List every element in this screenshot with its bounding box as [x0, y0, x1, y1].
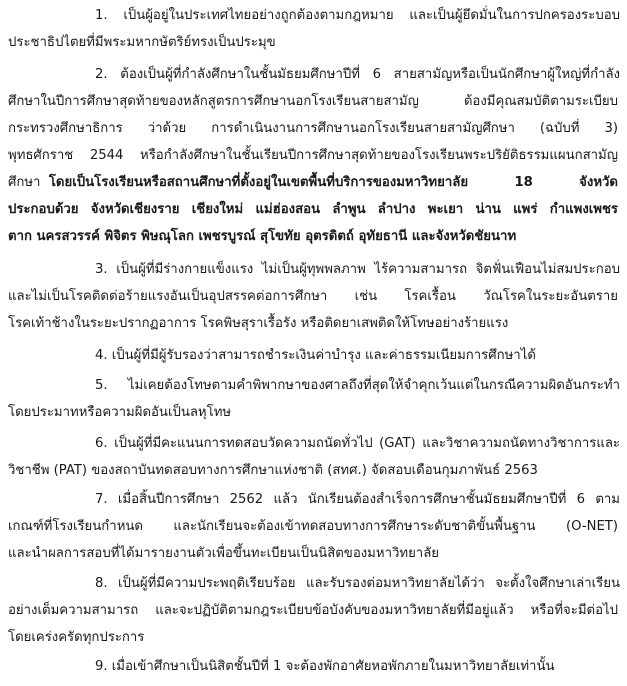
item-7-line-1: 7. เมื่อสิ้นปีการศึกษา 2562 แล้ว นักเรียนต้องสำเร็จการศึกษาชั้นมัธยมศึกษาปีที่ 6 ตาม [95, 492, 620, 507]
item-5-line-2: โดยประมาทหรือความผิดอันเป็นลหุโทษ [8, 405, 232, 420]
item-5-line-1: 5. ไม่เคยต้องโทษตามคำพิพากษาของศาลถึงที่สุดให้จำคุกเว้นแต่ในกรณีความผิดอันกระทำ [95, 378, 620, 393]
item-3-line-3: โรคเท้าช้างในระยะปรากฏอาการ โรคพิษสุราเรื้อรัง หรือติดยาเสพติดให้โทษอย่างร้ายแรง [8, 316, 509, 331]
item-6-line-2: วิชาชีพ (PAT) ของสถาบันทดสอบทางการศึกษาแห่งชาติ (สทศ.) จัดสอบเดือนกุมภาพันธ์ 2563 [8, 463, 538, 478]
item-3-line-2: และไม่เป็นโรคติดต่อร้ายแรงอันเป็นอุปสรรคต่อการศึกษา เช่น โรคเรื้อน วัณโรคในระยะอันตราย [8, 289, 618, 304]
item-2-line-3: กระทรวงศึกษาธิการ ว่าด้วย การดำเนินงานการศึกษานอกโรงเรียนสายสามัญศึกษา (ฉบับที่ 3) [8, 121, 618, 136]
item-8-line-3: โดยเคร่งครัดทุกประการ [8, 630, 145, 645]
item-2-line-1: 2. ต้องเป็นผู้ที่กำลังศึกษาในชั้นมัธยมศึกษาปีที่ 6 สายสามัญหรือเป็นนักศึกษาผู้ใหญ่ที่กำลัง [95, 67, 620, 82]
item-6-line-1: 6. เป็นผู้ที่มีคะแนนการทดสอบวัดความถนัดทั่วไป (GAT) และวิชาความถนัดทางวิชาการและ [95, 436, 620, 451]
item-3-line-1: 3. เป็นผู้ที่มีร่างกายแข็งแรง ไม่เป็นผู้ทุพพลภาพ ไร้ความสามารถ จิตฟั่นเฟือนไม่สมประกอบ [95, 262, 620, 277]
item-8-line-1: 8. เป็นผู้ที่มีความประพฤติเรียบร้อย และรับรองต่อมหาวิทยาลัยได้ว่า จะตั้งใจศึกษาเล่าเรียน [95, 576, 620, 591]
item-7-line-3: และนำผลการสอบที่ได้มารายงานตัวเพื่อขึ้นทะเบียนเป็นนิสิตของมหาวิทยาลัย [8, 546, 440, 561]
item-1-line-2: ประชาธิปไตยที่มีพระมหากษัตริย์ทรงเป็นประมุข [8, 35, 276, 50]
item-7-line-2: เกณฑ์ที่โรงเรียนกำหนด และนักเรียนจะต้องเข้าทดสอบทางการศึกษาระดับชาติขั้นพื้นฐาน (O-NET) [8, 519, 618, 534]
item-2-bold-line-2: ประกอบด้วย จังหวัดเชียงราย เชียงใหม่ แม่ฮ่องสอน ลำพูน ลำปาง พะเยา น่าน แพร่ กำแพงเพชร [8, 202, 618, 217]
item-2-line-4: พุทธศักราช 2544 หรือกำลังศึกษาในชั้นเรียนปีการศึกษาสุดท้ายของโรงเรียนพระปริยัติธรรมแผนกสามัญ [8, 148, 618, 163]
item-9-line-1: 9. เมื่อเข้าศึกษาเป็นนิสิตชั้นปีที่ 1 จะต้องพักอาศัยหอพักภายในมหาวิทยาลัยเท่านั้น [95, 659, 555, 674]
item-1-line-1: 1. เป็นผู้อยู่ในประเทศไทยอย่างถูกต้องตามกฎหมาย และเป็นผู้ยึดมั่นในการปกครองระบอบ [95, 8, 620, 23]
item-2-line-5 [8, 169, 618, 196]
item-2-line-5-prefix: ศึกษา [8, 175, 49, 190]
item-8-line-2: อย่างเต็มความสามารถ และจะปฏิบัติตามกฎระเบียบข้อบังคับของมหาวิทยาลัยที่มีอยู่แล้ว หรือที่จะมีต่อไป [8, 603, 618, 618]
item-2-bold-line-1: โดยเป็นโรงเรียนหรือสถานศึกษาที่ตั้งอยู่ในเขตพื้นที่บริการของมหาวิทยาลัย 18 จังหวัด [48, 175, 618, 190]
item-2-line-2: ศึกษาในปีการศึกษาสุดท้ายของหลักสูตรการศึกษานอกโรงเรียนสายสามัญ ต้องมีคุณสมบัติตามระเบียบ [8, 94, 618, 109]
item-4-line-1: 4. เป็นผู้ที่มีผู้รับรองว่าสามารถชำระเงินค่าบำรุง และค่าธรรมเนียมการศึกษาได้ [95, 348, 536, 363]
item-2-bold-line-3: ตาก นครสวรรค์ พิจิตร พิษณุโลก เพชรบูรณ์ สุโขทัย อุตรดิตถ์ อุทัยธานี และจังหวัดชัยนาท [8, 229, 517, 244]
